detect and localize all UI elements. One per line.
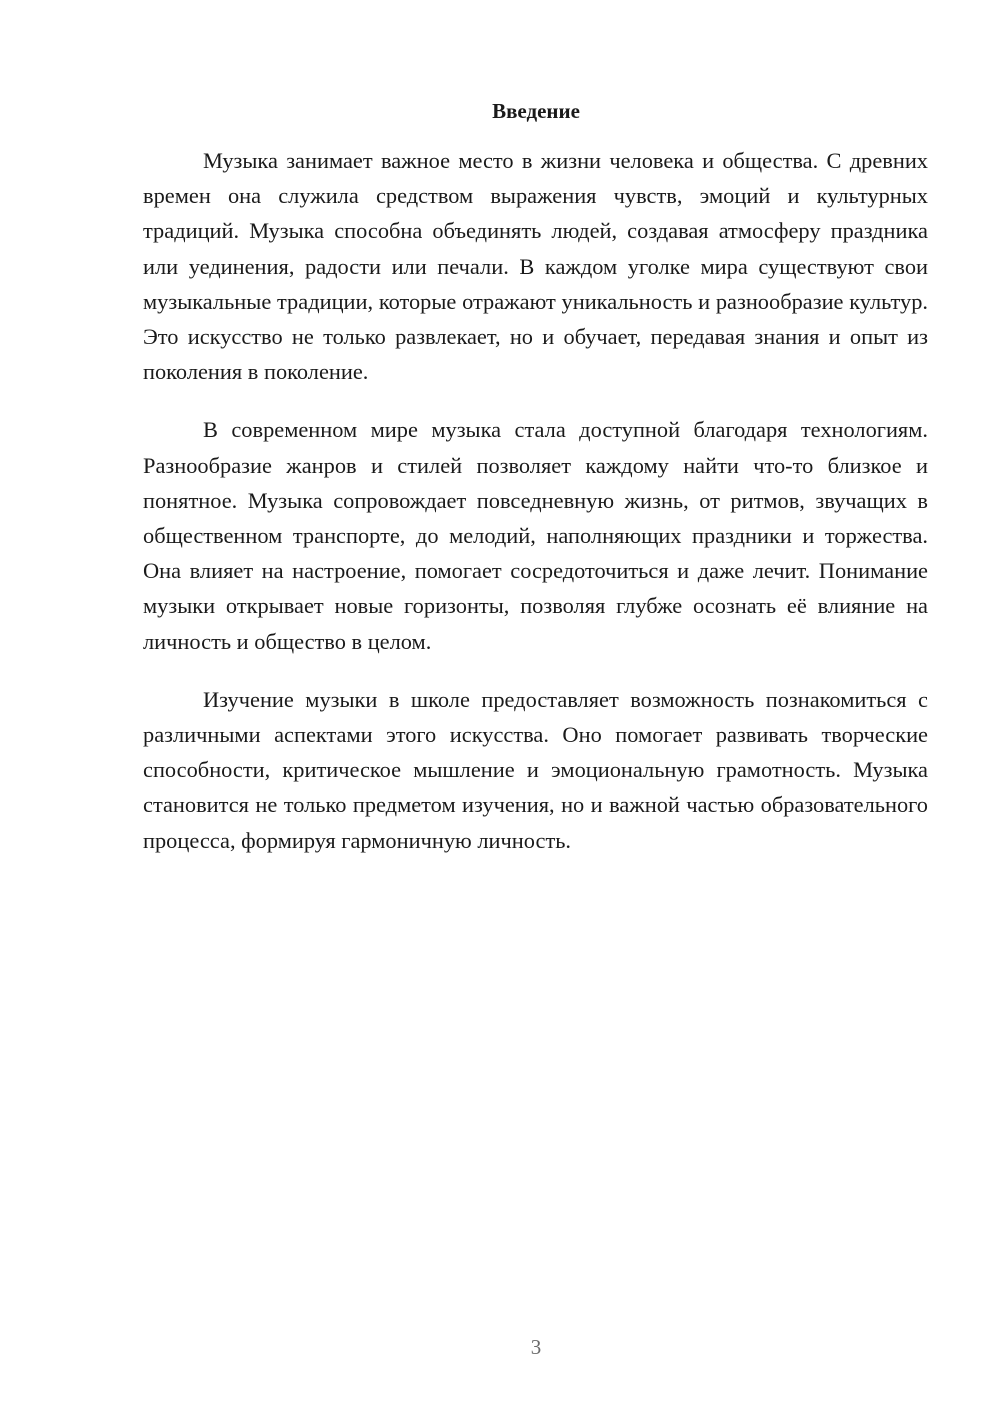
document-body xyxy=(143,143,928,881)
paragraph-modern-world: В современном мире музыка стала доступной благодаря технологиям. Разнообразие жанров и стилей позволяет каждому найти что-то близкое и понятное. Музыка сопровождает повседневную жизнь, от ритмов, звучащих в общественном транспорте, до мелодий, наполняющих праздники и торжества. Она влияет на настроение, помогает сосредоточиться и даже лечит. Понимание музыки открывает новые горизонты, позволяя глубже осознать её влияние на личность и общество в целом. xyxy=(143,417,928,654)
section-title: Введение xyxy=(492,99,580,123)
paragraph-intro: Музыка занимает важное место в жизни человека и общества. С древних времен она служила средством выражения чувств, эмоций и культурных традиций. Музыка способна объединять людей, создавая атмосферу праздника или уединения, радости или печали. В каждом уголке мира существуют свои музыкальные традиции, которые отражают уникальность и разнообразие культур. Это искусство не только развлекает, но и обучает, передавая знания и опыт из поколения в поколение. xyxy=(143,148,928,385)
paragraph-school: Изучение музыки в школе предоставляет возможность познакомиться с различными аспектами этого искусства. Оно помогает развивать творческие способности, критическое мышление и эмоциональную грамотность. Музыка становится не только предметом изучения, но и важной частью образовательного процесса, формируя гармоничную личность. xyxy=(143,686,928,853)
page-number: 3 xyxy=(530,1335,542,1359)
